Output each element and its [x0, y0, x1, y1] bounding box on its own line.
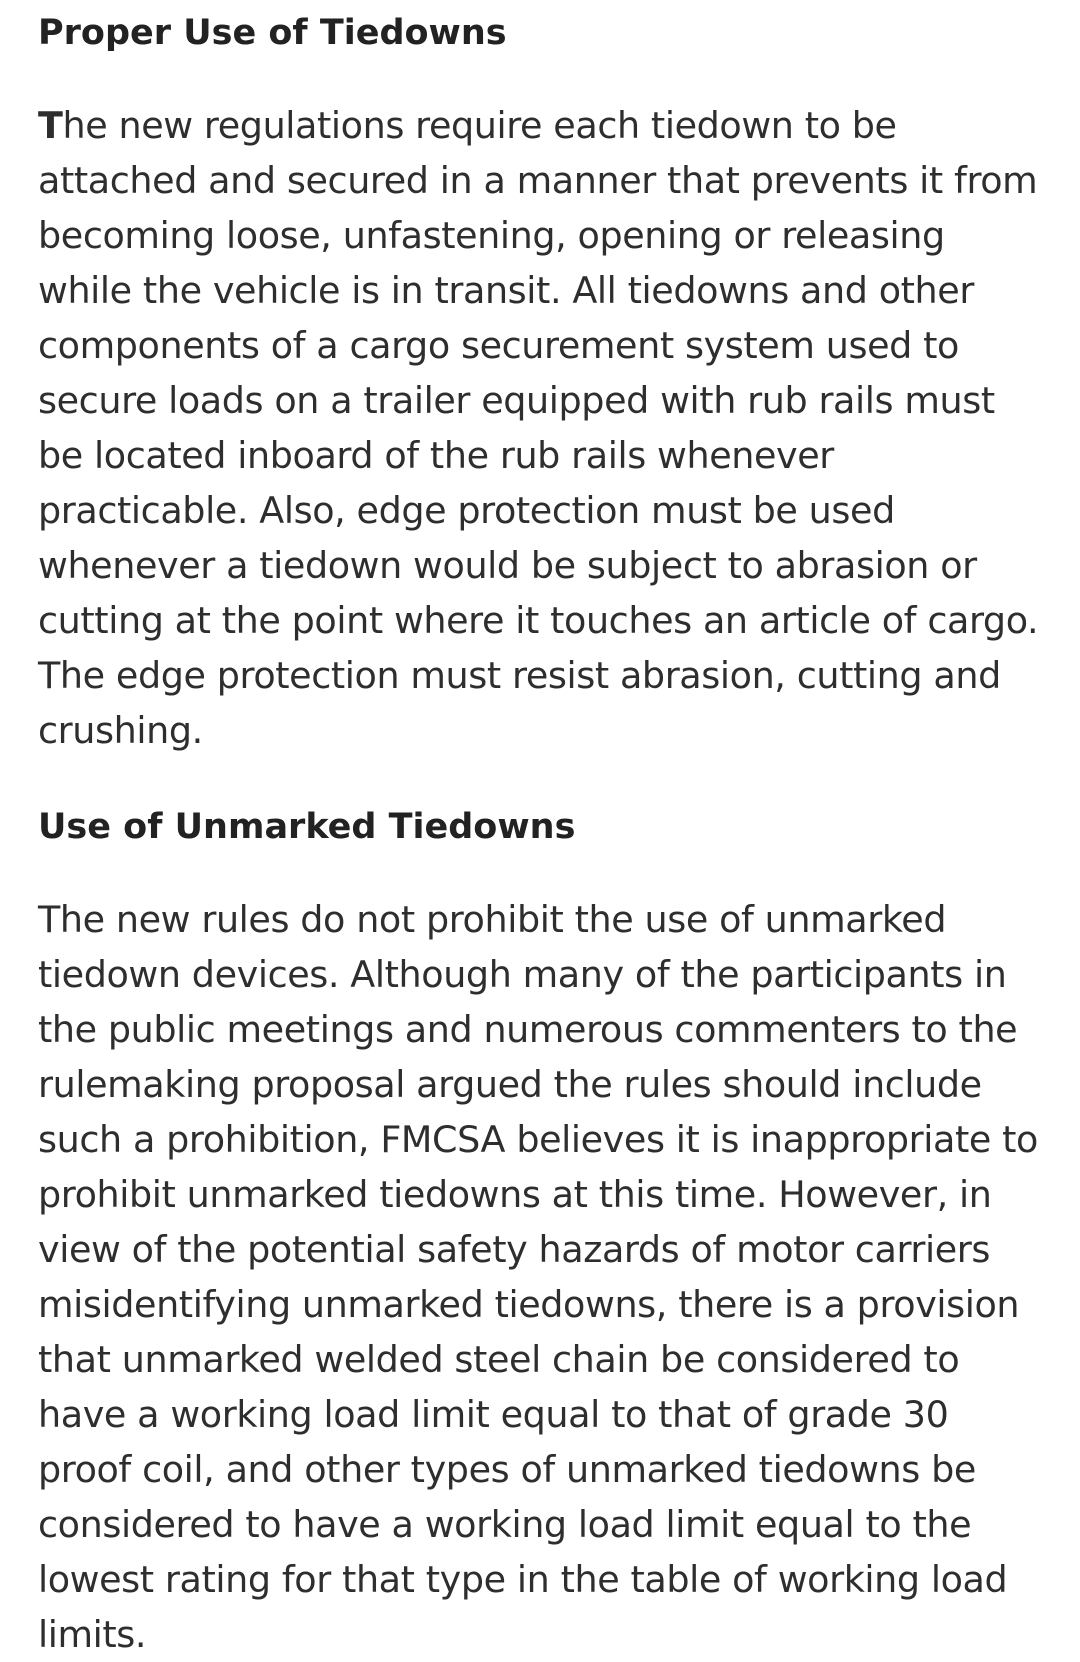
section-heading-proper-use: Proper Use of Tiedowns — [38, 13, 507, 53]
section-body-unmarked-tiedowns: The new rules do not prohibit the use of unmarked tiedown devices. Although many of the participants in the public meetings and numerous commenters to the rulemaking proposal argued the rules should include such a prohibition, FMCSA believes it is inappropriate to prohibit unmarked tiedowns at this time. However, in view of the potential safety hazards of motor carriers misidentifying unmarked tiedowns, there is a provision that unmarked welded steel chain be considered to have a working load limit equal to that of grade 30 proof coil, and other types of unmarked tiedowns be considered to have a working load limit equal to the lowest rating for that type in the table of working load limits. — [38, 898, 1038, 1656]
section-body-proper-use — [38, 98, 1042, 758]
section-heading-unmarked-tiedowns: Use of Unmarked Tiedowns — [38, 807, 576, 847]
dropcap-letter: T — [38, 104, 63, 147]
section-body-proper-use-text: he new regulations require each tiedown to be attached and secured in a manner that prevents it from becoming loose, unfastening, opening or releasing while the vehicle is in transit. All tiedowns and other components of a cargo securement system used to secure loads on a trailer equipped with rub rails must be located inboard of the rub rails whenever practicable. Also, edge protection must be used whenever a tiedown would be subject to abrasion or cutting at the point where it touches an article of cargo. The edge protection must resist abrasion, cutting and crushing. — [38, 104, 1039, 752]
